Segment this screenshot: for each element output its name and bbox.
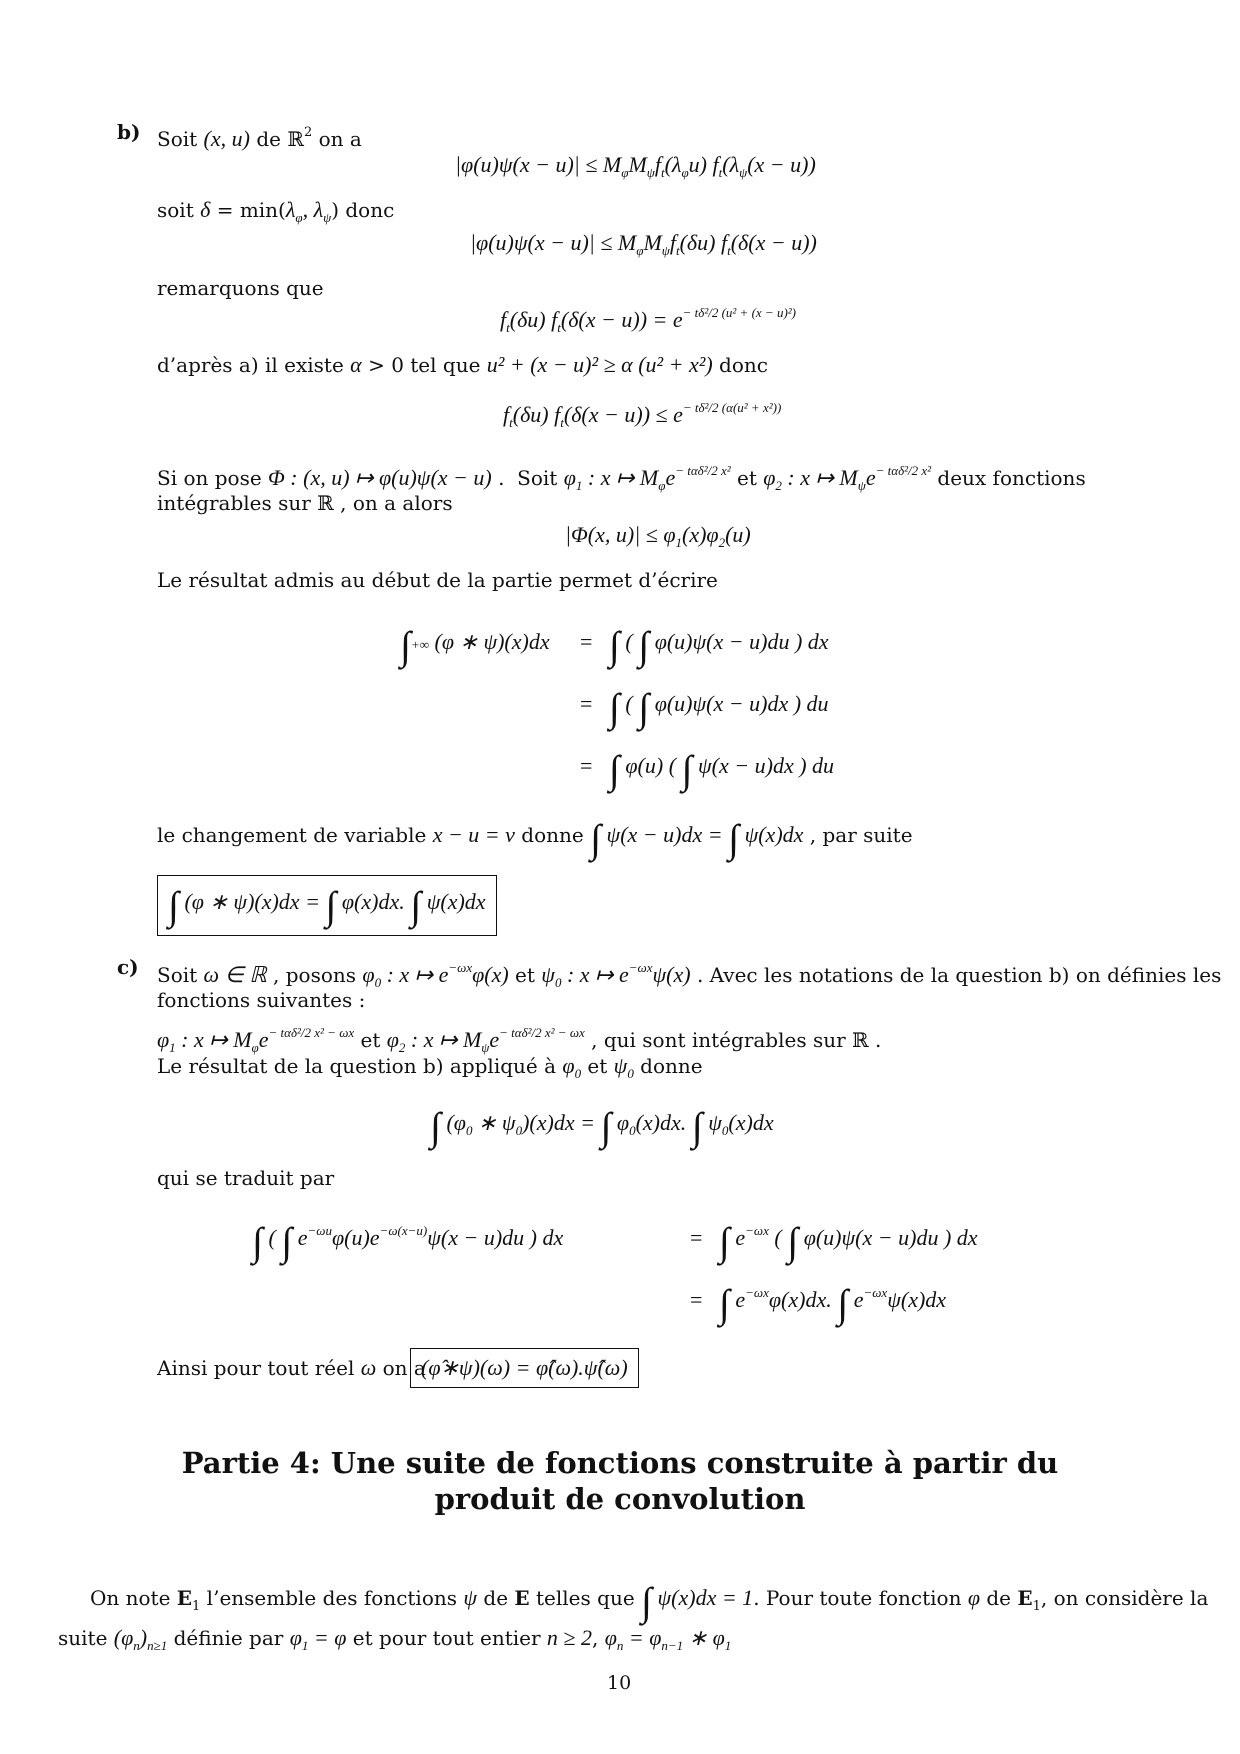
part-b-eq6-r1: = ∫ ( ∫ φ(u)ψ(x − u)du ) dx [580,623,829,668]
part-c-line4: Le résultat de la question b) appliqué à $\varphi_0$ et $\psi_0$ donne [157,1053,703,1081]
part-b-line1: Soit (x, u) de ℝ$^2$ on a [157,125,362,151]
part-c-boxed-result: (φ̂∗ψ)(ω) = φ̂(ω).ψ̂(ω) [410,1348,639,1388]
part-b-eq1: $|\varphi(u)\psi(x - u)| \le M_\varphi M_\psi f_t(\lambda_\varphi u) f_t(\lambda_\psi(x - u))$ [455,152,816,180]
part-b-line6: intégrables sur ℝ , on a alors [157,491,453,515]
part-b-line7: Le résultat admis au début de la partie permet d’écrire [157,568,718,592]
part-c-eq2-r1: = ∫ $e^{-\omega x}$ ( ∫ φ(u)ψ(x − u)du ) dx [690,1219,978,1264]
part4-para1: On note $E_1$ l’ensemble des fonctions ψ de E telles que ∫ ψ(x)dx = 1. Pour toute fonction φ de $E_1$, on considère la [90,1579,1209,1624]
part-b-line3: remarquons que [157,276,324,300]
part-c-eq2-lhs: ∫ ( ∫ $e^{-\omega u}\varphi(u)e^{-\omega(x-u)}\psi(x - u)du$ ) dx [252,1219,564,1264]
part-c-label: c) [117,955,139,979]
part-b-eq6-lhs: ∫+∞ (φ ∗ ψ)(x)dx [400,623,550,668]
part-b-eq6-r2: = ∫ ( ∫ φ(u)ψ(x − u)dx ) du [580,685,829,730]
part-c-line6: Ainsi pour tout réel ω on a [157,1355,426,1380]
part4-para2: suite $(\varphi_n)_{n\ge 1}$ définie par $\varphi_1 = \varphi$ et pour tout entier n ≥ 2, $\varphi_n = \varphi_{n-1}$ ∗ $\varphi_1$ [58,1625,732,1653]
part-b-label: b) [117,120,141,144]
part-b-line8: le changement de variable x − u = v donne ∫ ψ(x − u)dx = ∫ ψ(x)dx , par suite [157,816,913,861]
part-b-line5: Si on pose Φ : (x, u) ↦ φ(u)ψ(x − u) . Soit $\varphi_1$ : x ↦ $M_\varphi e^{- t\alpha\delta^2/2 x^2}$ et $\varphi_2$ : x ↦ $M_\psi e^{- t\alpha\delta^2/2 x^2}$ deux fonctions [157,463,1086,493]
part-c-eq2-r2: = ∫ $e^{-\omega x}\varphi(x)dx$. ∫ $e^{-\omega x}\psi(x)dx$ [690,1281,947,1326]
page-number: 10 [607,1672,632,1694]
part-b-eq3: $f_t(\delta u) f_t(\delta(x - u)) = e^{- t\delta^2/2 (u^2 + (x - u)^2)}$ [500,305,797,335]
part-b-eq2: $|\varphi(u)\psi(x - u)| \le M_\varphi M_\psi f_t(\delta u) f_t(\delta(x - u))$ [470,230,817,258]
part-b-eq6-r3: = ∫ φ(u) ( ∫ ψ(x − u)dx ) du [580,747,835,792]
part-b-line2: soit $\delta = \min(\lambda_\varphi$, $\lambda_\psi$) donc [157,197,395,225]
part4-title: Partie 4: Une suite de fonctions construite à partir du produit de convolution [181,1446,1059,1516]
part-c-line1: Soit ω ∈ ℝ , posons $\varphi_0$ : x ↦ $e^{-\omega x}\varphi(x)$ et $\psi_0$ : x ↦ $e^{-\omega x}\psi(x)$ . Avec les notations de la question b) on définies les [157,960,1222,990]
part-c-line3: $\varphi_1$ : x ↦ $M_\varphi e^{- t\alpha\delta^2/2 x^2 - \omega x}$ et $\varphi_2$ : x ↦ $M_\psi e^{- t\alpha\delta^2/2 x^2 - \omega x}$ , qui sont intégrables sur ℝ . [157,1025,882,1055]
part-b-boxed-result: ∫ (φ ∗ ψ)(x)dx = ∫ φ(x)dx. ∫ ψ(x)dx [157,875,497,936]
part-c-eq1: ∫ ($\varphi_0$ ∗ $\psi_0)(x)dx$ = ∫ $\varphi_0(x)dx$. ∫ $\psi_0(x)dx$ [430,1104,774,1149]
part-c-line5: qui se traduit par [157,1166,335,1190]
part-b-line4: d’après a) il existe α > 0 tel que u² + (x − u)² ≥ α (u² + x²) donc [157,352,768,377]
part-b-eq5: |Φ(x, $u)| \le \varphi_1(x)\varphi_2(u)$ [565,522,751,550]
part-b-eq4: $f_t(\delta u) f_t(\delta(x - u)) \le e^{- t\delta^2/2 (\alpha(u^2 + x^2))}$ [503,400,782,430]
part-c-line2: fonctions suivantes : [157,988,366,1012]
